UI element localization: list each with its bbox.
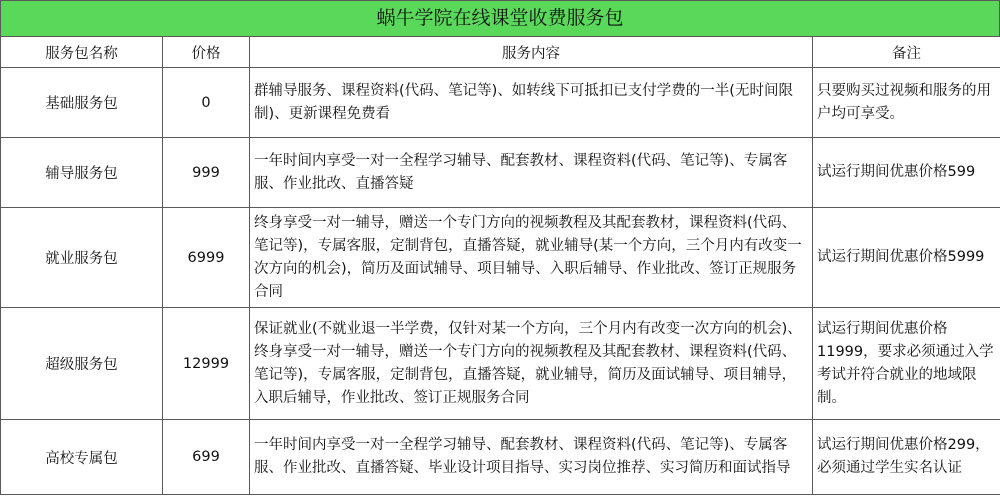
- header-note: 备注: [813, 37, 1000, 68]
- package-note: 试运行期间优惠价格11999，要求必须通过入学考试并符合就业的地域限制。: [813, 308, 1000, 420]
- package-note: 试运行期间优惠价格5999: [813, 208, 1000, 308]
- page-title: 蜗牛学院在线课堂收费服务包: [0, 0, 1000, 36]
- pricing-table: [0, 36, 1000, 495]
- package-name: 就业服务包: [1, 208, 163, 308]
- table-row: [1, 308, 1000, 420]
- package-note: 试运行期间优惠价格299，必须通过学生实名认证: [813, 420, 1000, 495]
- package-price: 0: [163, 68, 250, 138]
- package-content: 群辅导服务、课程资料(代码、笔记等)、如转线下可抵扣已支付学费的一半(无时间限制)、更新课程免费看: [250, 68, 813, 138]
- package-content: 保证就业(不就业退一半学费，仅针对某一个方向，三个月内有改变一次方向的机会)、终身享受一对一辅导，赠送一个专门方向的视频教程及其配套教材、课程资料(代码、笔记等)，专属客服，定制背包，直播答疑，就业辅导，简历及面试辅导、项目辅导，入职后辅导，作业批改、签订正规服务合同: [250, 308, 813, 420]
- header-name: 服务包名称: [1, 37, 163, 68]
- package-name: 超级服务包: [1, 308, 163, 420]
- table-row: [1, 420, 1000, 495]
- package-name: 高校专属包: [1, 420, 163, 495]
- package-content: 一年时间内享受一对一全程学习辅导、配套教材、课程资料(代码、笔记等)、专属客服、作业批改、直播答疑: [250, 138, 813, 208]
- table-row: [1, 208, 1000, 308]
- package-price: 12999: [163, 308, 250, 420]
- package-price: 699: [163, 420, 250, 495]
- table-header-row: [1, 37, 1000, 68]
- header-content: 服务内容: [250, 37, 813, 68]
- table-row: [1, 138, 1000, 208]
- package-note: 试运行期间优惠价格599: [813, 138, 1000, 208]
- package-name: 辅导服务包: [1, 138, 163, 208]
- package-content: 终身享受一对一辅导，赠送一个专门方向的视频教程及其配套教材，课程资料(代码、笔记等)，专属客服，定制背包，直播答疑，就业辅导(某一个方向，三个月内有改变一次方向的机会)，简历及面试辅导、项目辅导、入职后辅导、作业批改、签订正规服务合同: [250, 208, 813, 308]
- package-name: 基础服务包: [1, 68, 163, 138]
- package-note: 只要购买过视频和服务的用户均可享受。: [813, 68, 1000, 138]
- header-price: 价格: [163, 37, 250, 68]
- table-row: [1, 68, 1000, 138]
- package-content: 一年时间内享受一对一全程学习辅导、配套教材、课程资料(代码、笔记等)、专属客服、作业批改、直播答疑、毕业设计项目指导、实习岗位推荐、实习简历和面试指导: [250, 420, 813, 495]
- package-price: 999: [163, 138, 250, 208]
- package-price: 6999: [163, 208, 250, 308]
